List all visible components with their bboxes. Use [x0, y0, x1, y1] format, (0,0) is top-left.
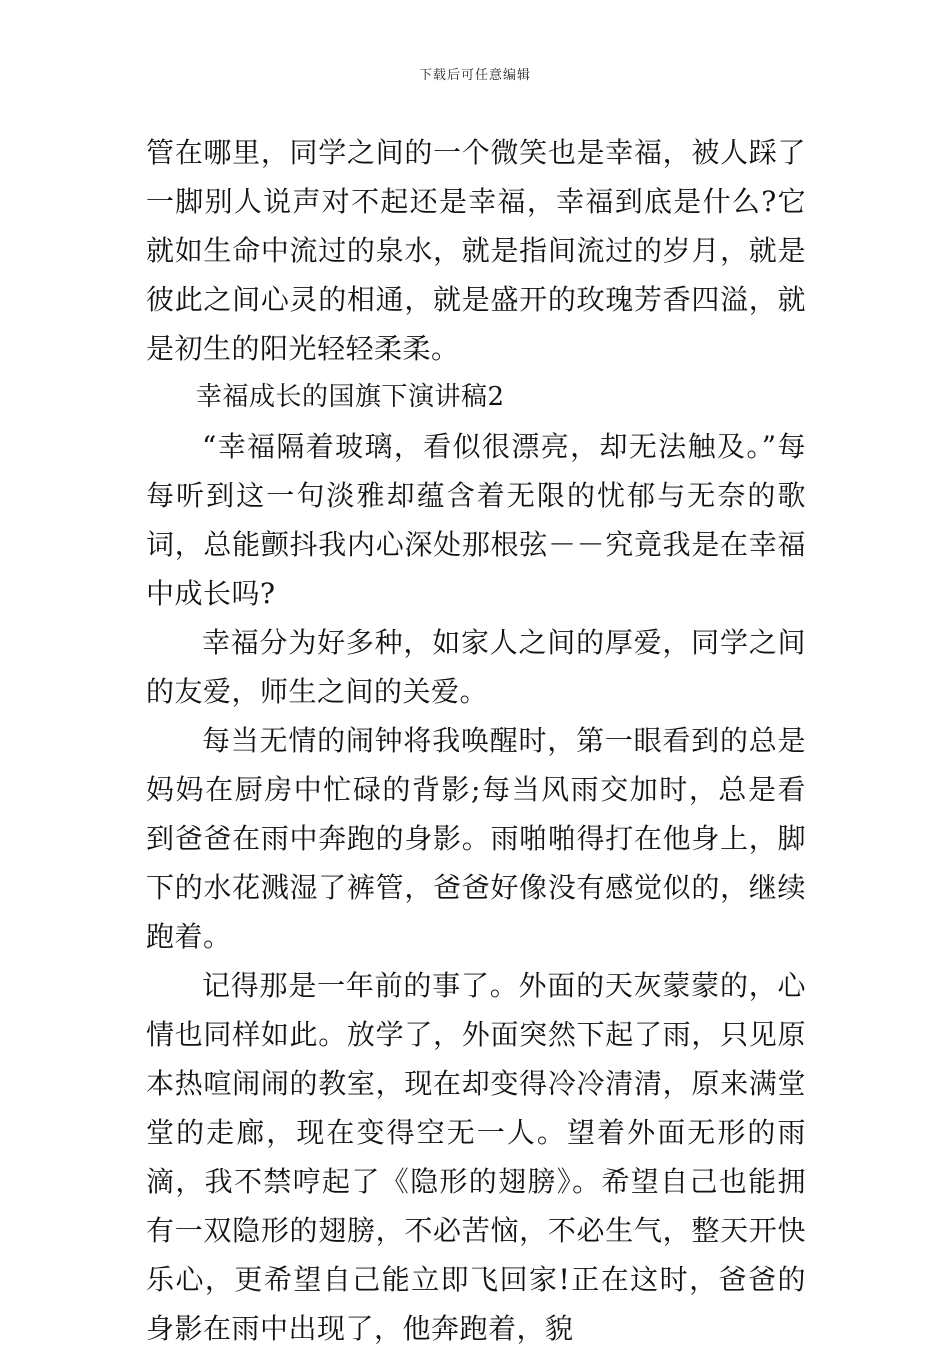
header-note: 下载后可任意编辑 — [418, 68, 531, 83]
document-body — [146, 128, 806, 1353]
paragraph: 记得那是一年前的事了。外面的天灰蒙蒙的，心情也同样如此。放学了，外面突然下起了雨，只见原本热喧闹闹的教室，现在却变得冷冷清清，原来满堂堂的走廊，现在变得空无一人。望着外面无形的雨滴，我不禁哼起了《隐形的翅膀》。希望自己也能拥有一双隐形的翅膀，不必苦恼，不必生气，整天开快乐心，更希望自己能立即飞回家!正在这时，爸爸的身影在雨中出现了，他奔跑着，貌 — [146, 969, 806, 1345]
paragraph: “幸福隔着玻璃，看似很漂亮，却无法触及。”每每听到这一句淡雅却蕴含着无限的忧郁与无奈的歌词，总能颤抖我内心深处那根弦－－究竟我是在幸福中成长吗? — [146, 430, 806, 610]
paragraph: 幸福分为好多种，如家人之间的厚爱，同学之间的友爱，师生之间的关爱。 — [146, 626, 806, 708]
paragraph-continued: 管在哪里，同学之间的一个微笑也是幸福，被人踩了一脚别人说声对不起还是幸福，幸福到底是什么?它就如生命中流过的泉水，就是指间流过的岁月，就是彼此之间心灵的相通，就是盛开的玫瑰芳香四溢，就是初生的阳光轻轻柔柔。 — [146, 136, 806, 365]
section-heading: 幸福成长的国旗下演讲稿2 — [196, 382, 505, 412]
paragraph: 每当无情的闹钟将我唤醒时，第一眼看到的总是妈妈在厨房中忙碌的背影;每当风雨交加时，总是看到爸爸在雨中奔跑的身影。雨啪啪得打在他身上，脚下的水花溅湿了裤管，爸爸好像没有感觉似的，继续跑着。 — [146, 724, 806, 953]
